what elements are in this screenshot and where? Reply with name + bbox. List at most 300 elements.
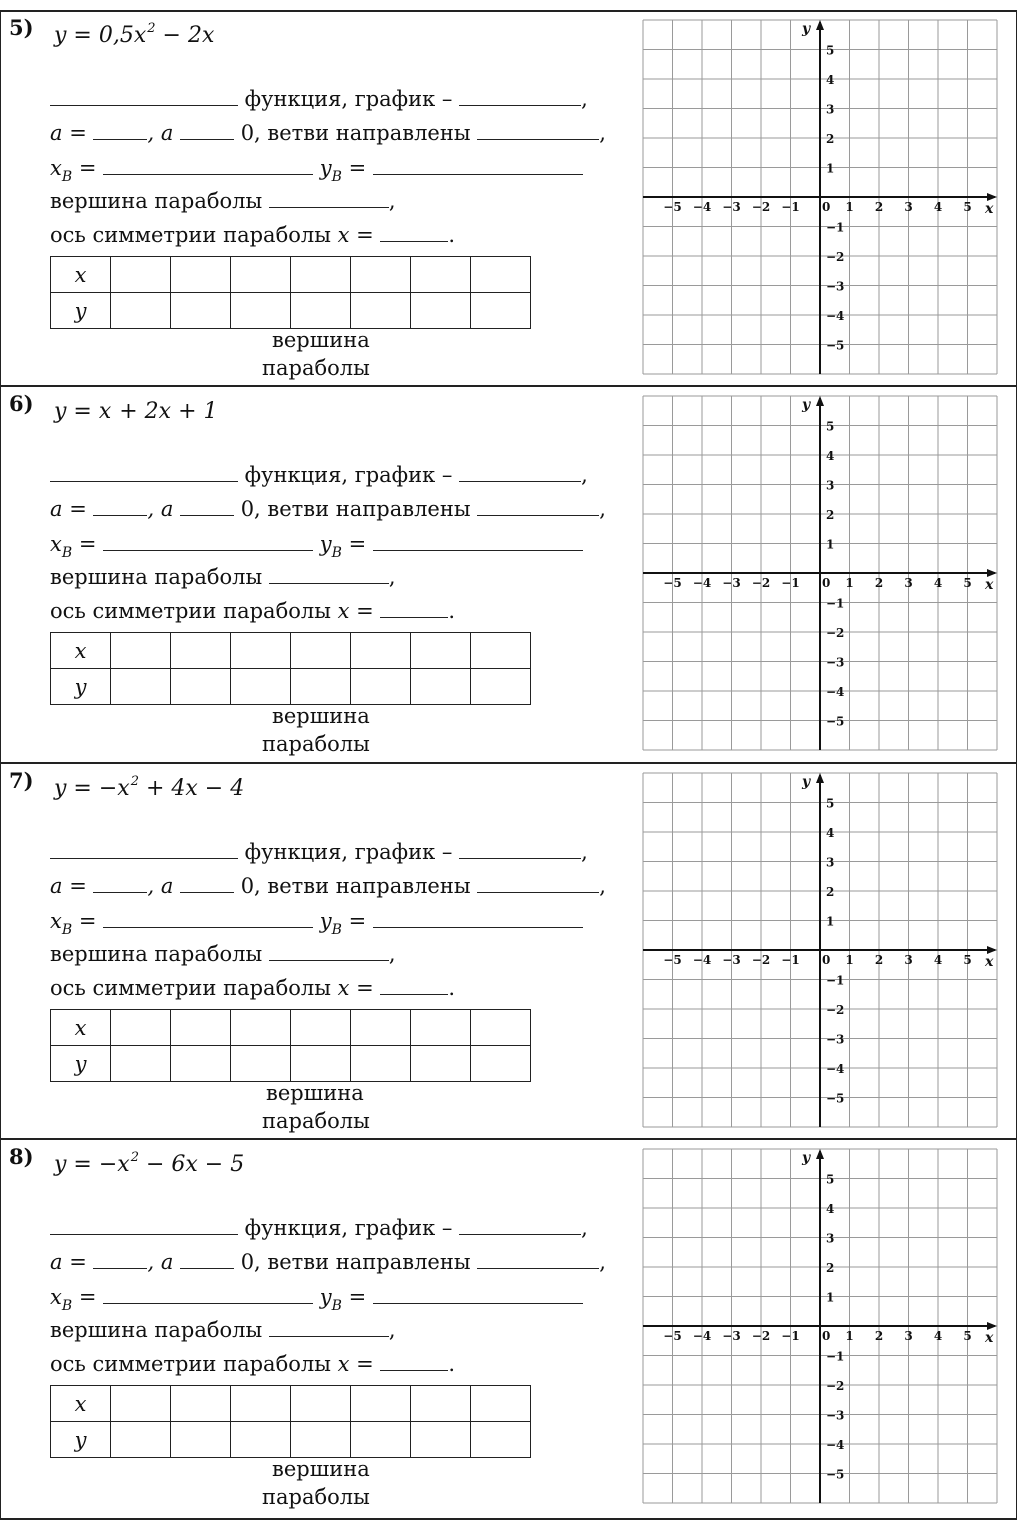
graph-type-blank[interactable] — [459, 87, 581, 106]
table-cell[interactable] — [231, 633, 291, 669]
x-tick-label: 3 — [904, 576, 913, 590]
table-cell[interactable] — [291, 257, 351, 293]
y-tick-label: 4 — [826, 73, 835, 87]
yb-equals: = — [341, 156, 373, 180]
symmetry-axis-blank[interactable] — [380, 223, 448, 242]
table-cell[interactable] — [171, 669, 231, 705]
line-comma: , — [599, 874, 606, 898]
table-cell[interactable] — [471, 633, 531, 669]
y-axis-arrow-icon — [816, 1149, 824, 1159]
y-tick-label: 4 — [826, 1202, 835, 1216]
xb-subscript: B — [61, 169, 73, 185]
line-period: . — [448, 976, 456, 1000]
symmetry-axis-label: ось симметрии параболы — [50, 976, 338, 1000]
x-tick-label: 5 — [963, 1329, 972, 1343]
symmetry-axis-blank[interactable] — [380, 599, 448, 618]
table-cell[interactable] — [111, 669, 171, 705]
table-cell[interactable] — [351, 1010, 411, 1046]
table-cell[interactable] — [291, 1422, 351, 1458]
problem-number: 7) — [9, 768, 34, 793]
y-tick-label: 3 — [826, 478, 835, 493]
yb-label: y — [319, 532, 332, 556]
vertex-caption-line2: параболы — [262, 1485, 370, 1509]
vertex-blank[interactable] — [269, 942, 389, 961]
symmetry-axis-label: ось симметрии параболы — [50, 1352, 338, 1376]
symmetry-axis-line — [50, 223, 455, 247]
formula-tail: − 2x — [155, 23, 215, 48]
vertex-caption-line2: параболы — [262, 356, 370, 380]
vertex-blank[interactable] — [269, 565, 389, 584]
line-comma: , — [599, 497, 606, 521]
xb-label: x — [50, 532, 62, 556]
y-tick-label: 2 — [826, 508, 835, 522]
y-axis-label: y — [802, 774, 811, 790]
table-cell[interactable] — [231, 293, 291, 329]
symmetry-axis-blank[interactable] — [380, 1352, 448, 1371]
table-cell[interactable] — [171, 633, 231, 669]
problem-number: 5) — [9, 15, 34, 40]
graph-type-blank[interactable] — [459, 1216, 581, 1235]
y-tick-label: −4 — [826, 1062, 845, 1076]
table-cell[interactable] — [231, 1386, 291, 1422]
y-tick-label: 5 — [826, 43, 835, 58]
a-compare-label: , a — [147, 121, 181, 145]
function-type-blank[interactable] — [50, 87, 238, 106]
x-tick-label: −2 — [751, 576, 771, 590]
x-tick-label: −4 — [692, 200, 712, 214]
yb-equals: = — [341, 1285, 373, 1309]
axis-x-label: x — [337, 223, 350, 247]
formula-tail: + 2x + 1 — [112, 399, 218, 424]
table-cell[interactable] — [111, 1386, 171, 1422]
function-type-line — [50, 87, 588, 111]
table-cell[interactable] — [351, 1046, 411, 1082]
x-tick-label: 1 — [845, 1329, 854, 1343]
a-value-blank[interactable] — [93, 874, 147, 893]
y-tick-label: −4 — [826, 309, 845, 323]
x-tick-label: 1 — [845, 576, 854, 590]
a-sign-blank[interactable] — [180, 121, 234, 140]
problem-number: 8) — [9, 1144, 34, 1169]
origin-label: 0 — [822, 576, 831, 590]
table-cell[interactable] — [291, 293, 351, 329]
formula-exponent: 2 — [147, 21, 156, 36]
x-axis-arrow-icon — [987, 1322, 997, 1330]
coordinate-grid[interactable] — [642, 19, 1000, 381]
branches-label: 0, ветви направлены — [234, 1250, 478, 1274]
x-tick-label: 4 — [933, 1329, 943, 1343]
origin-label: 0 — [822, 953, 831, 967]
table-cell[interactable] — [411, 1386, 471, 1422]
table-cell[interactable] — [111, 293, 171, 329]
values-table — [50, 256, 531, 329]
symmetry-axis-blank[interactable] — [380, 976, 448, 995]
table-cell[interactable] — [411, 293, 471, 329]
xb-equals: = — [72, 1285, 104, 1309]
table-cell[interactable] — [471, 669, 531, 705]
y-axis-arrow-icon — [816, 20, 824, 30]
y-axis-arrow-icon — [816, 396, 824, 406]
table-cell[interactable] — [471, 1046, 531, 1082]
symmetry-axis-label: ось симметрии параболы — [50, 223, 338, 247]
xb-value-blank[interactable] — [103, 156, 313, 175]
x-tick-label: 4 — [933, 953, 943, 967]
x-axis-arrow-icon — [987, 193, 997, 201]
yb-label: y — [319, 1285, 332, 1309]
y-tick-label: 2 — [826, 885, 835, 899]
yb-equals: = — [341, 532, 373, 556]
table-cell[interactable] — [351, 633, 411, 669]
axis-equals: = — [349, 223, 381, 247]
x-tick-label: 1 — [845, 953, 854, 967]
grid-svg[interactable] — [642, 772, 1000, 1130]
x-tick-label: −3 — [722, 200, 741, 214]
xb-value-blank[interactable] — [103, 532, 313, 551]
vertex-label: вершина параболы — [50, 942, 269, 966]
x-tick-label: 3 — [904, 200, 913, 214]
vertex-line — [50, 565, 396, 589]
a-sign-blank[interactable] — [180, 874, 234, 893]
a-compare-label: , a — [147, 497, 181, 521]
vertex-caption-line1: вершина — [272, 704, 370, 728]
vertex-caption-line2: параболы — [262, 732, 370, 756]
table-cell[interactable] — [411, 1046, 471, 1082]
y-tick-label: 5 — [826, 419, 835, 434]
table-cell[interactable] — [231, 1422, 291, 1458]
x-tick-label: 4 — [933, 576, 943, 590]
table-cell[interactable] — [171, 1422, 231, 1458]
problem-block — [0, 764, 1017, 1140]
x-axis-label: x — [985, 577, 994, 593]
values-table — [50, 1385, 531, 1458]
x-axis-arrow-icon — [987, 946, 997, 954]
line-comma: , — [599, 1250, 606, 1274]
x-axis-label: x — [985, 954, 994, 970]
branches-direction-blank[interactable] — [477, 121, 599, 140]
x-tick-label: −3 — [722, 1329, 741, 1343]
table-cell[interactable] — [471, 1386, 531, 1422]
origin-label: 0 — [822, 1329, 831, 1343]
x-tick-label: 2 — [874, 1329, 884, 1343]
x-tick-label: −4 — [692, 953, 712, 967]
table-cell[interactable] — [231, 1046, 291, 1082]
y-tick-label: 1 — [826, 161, 835, 176]
y-tick-label: −4 — [826, 1438, 845, 1452]
symmetry-axis-label: ось симметрии параболы — [50, 599, 338, 623]
x-tick-label: −5 — [663, 200, 682, 214]
table-row-header: x — [51, 1386, 111, 1422]
xb-label: x — [50, 156, 62, 180]
table-cell[interactable] — [231, 1010, 291, 1046]
table-cell[interactable] — [231, 669, 291, 705]
graph-type-blank[interactable] — [459, 840, 581, 859]
a-label: a = — [50, 121, 94, 145]
table-cell[interactable] — [291, 1386, 351, 1422]
table-cell[interactable] — [111, 1422, 171, 1458]
y-tick-label: −2 — [826, 1379, 845, 1393]
table-cell[interactable] — [411, 633, 471, 669]
y-tick-label: 2 — [826, 132, 835, 146]
table-cell[interactable] — [351, 293, 411, 329]
line-period: . — [448, 599, 456, 623]
formula-lead: y = 0,5x — [54, 23, 147, 48]
y-axis-label: y — [802, 21, 811, 37]
vertex-line — [50, 189, 396, 213]
a-label: a = — [50, 1250, 94, 1274]
y-tick-label: −5 — [826, 338, 845, 353]
xb-equals: = — [72, 532, 104, 556]
table-cell[interactable] — [471, 257, 531, 293]
table-row — [51, 1010, 531, 1046]
yb-value-blank[interactable] — [373, 532, 583, 551]
table-cell[interactable] — [351, 1422, 411, 1458]
a-compare-label: , a — [147, 1250, 181, 1274]
table-row-header: y — [51, 293, 111, 329]
vertex-caption-line1: вершина — [272, 1457, 370, 1481]
table-cell[interactable] — [291, 1010, 351, 1046]
table-cell[interactable] — [471, 1010, 531, 1046]
y-tick-label: 4 — [826, 826, 835, 840]
table-row-header: y — [51, 1046, 111, 1082]
function-type-line — [50, 840, 588, 864]
x-tick-label: 5 — [963, 953, 972, 967]
a-value-blank[interactable] — [93, 497, 147, 516]
x-tick-label: 3 — [904, 1329, 913, 1343]
x-tick-label: 4 — [933, 200, 943, 214]
axis-equals: = — [349, 1352, 381, 1376]
x-tick-label: 5 — [963, 576, 972, 590]
function-type-label: функция, график – — [238, 463, 460, 487]
y-tick-label: −5 — [826, 1467, 845, 1482]
table-cell[interactable] — [231, 257, 291, 293]
table-cell[interactable] — [171, 257, 231, 293]
x-tick-label: −1 — [781, 953, 800, 967]
x-tick-label: −4 — [692, 1329, 712, 1343]
branches-direction-blank[interactable] — [477, 1250, 599, 1269]
yb-value-blank[interactable] — [373, 1285, 583, 1304]
y-tick-label: −2 — [826, 250, 845, 264]
y-tick-label: 3 — [826, 855, 835, 870]
y-tick-label: −3 — [826, 1032, 845, 1047]
branches-direction-blank[interactable] — [477, 874, 599, 893]
x-tick-label: −3 — [722, 953, 741, 967]
graph-type-blank[interactable] — [459, 463, 581, 482]
table-row — [51, 1386, 531, 1422]
table-row — [51, 669, 531, 705]
y-axis-label: y — [802, 397, 811, 413]
problem-block — [0, 1140, 1017, 1520]
yb-value-blank[interactable] — [373, 909, 583, 928]
line-comma: , — [388, 189, 396, 213]
y-tick-label: 1 — [826, 914, 835, 929]
table-cell[interactable] — [351, 257, 411, 293]
xb-value-blank[interactable] — [103, 1285, 313, 1304]
symmetry-axis-line — [50, 1352, 455, 1376]
y-tick-label: 3 — [826, 1231, 835, 1246]
line-period: . — [448, 223, 456, 247]
grid-svg[interactable] — [642, 1148, 1000, 1506]
x-tick-label: 3 — [904, 953, 913, 967]
vertex-caption-line1: вершина — [272, 328, 370, 352]
function-type-label: функция, график – — [238, 87, 460, 111]
y-tick-label: −2 — [826, 626, 845, 640]
xb-equals: = — [72, 156, 104, 180]
x-tick-label: −4 — [692, 576, 712, 590]
a-compare-label: , a — [147, 874, 181, 898]
line-comma: , — [581, 1216, 588, 1240]
table-cell[interactable] — [411, 257, 471, 293]
vertex-blank[interactable] — [269, 189, 389, 208]
y-tick-label: 1 — [826, 537, 835, 552]
function-type-label: функция, график – — [238, 1216, 460, 1240]
formula-lead: y = −x — [54, 776, 130, 801]
table-cell[interactable] — [111, 1046, 171, 1082]
xb-equals: = — [72, 909, 104, 933]
yb-subscript: B — [331, 922, 342, 938]
x-tick-label: 2 — [874, 576, 884, 590]
a-value-blank[interactable] — [93, 1250, 147, 1269]
yb-value-blank[interactable] — [373, 156, 583, 175]
branches-direction-blank[interactable] — [477, 497, 599, 516]
table-cell[interactable] — [411, 669, 471, 705]
function-type-blank[interactable] — [50, 1216, 238, 1235]
vertex-line — [50, 942, 396, 966]
table-row — [51, 1046, 531, 1082]
y-tick-label: 5 — [826, 1172, 835, 1187]
x-tick-label: 2 — [874, 200, 884, 214]
problem-block — [0, 11, 1017, 387]
line-comma: , — [581, 87, 588, 111]
a-value-blank[interactable] — [93, 121, 147, 140]
table-cell[interactable] — [471, 293, 531, 329]
table-cell[interactable] — [291, 1046, 351, 1082]
x-tick-label: −5 — [663, 576, 682, 590]
x-tick-label: −5 — [663, 1329, 682, 1343]
x-axis-label: x — [985, 201, 994, 217]
table-cell[interactable] — [171, 1386, 231, 1422]
y-tick-label: −3 — [826, 655, 845, 670]
line-comma: , — [388, 1318, 396, 1342]
coefficient-line — [50, 497, 606, 521]
formula-exponent: 2 — [130, 1150, 139, 1165]
table-cell[interactable] — [411, 1010, 471, 1046]
xb-value-blank[interactable] — [103, 909, 313, 928]
y-tick-label: −1 — [826, 973, 845, 988]
branches-label: 0, ветви направлены — [234, 874, 478, 898]
y-tick-label: 5 — [826, 796, 835, 811]
grid-svg[interactable] — [642, 395, 1000, 753]
vertex-coords-line — [50, 909, 583, 938]
function-formula — [54, 1150, 244, 1177]
table-row-header: x — [51, 257, 111, 293]
x-tick-label: −1 — [781, 1329, 800, 1343]
formula-exponent: 2 — [130, 774, 139, 789]
y-tick-label: −5 — [826, 1091, 845, 1106]
origin-label: 0 — [822, 200, 831, 214]
x-axis-label: x — [985, 1330, 994, 1346]
vertex-label: вершина параболы — [50, 565, 269, 589]
table-cell[interactable] — [171, 293, 231, 329]
table-cell[interactable] — [111, 633, 171, 669]
x-tick-label: 1 — [845, 200, 854, 214]
function-type-blank[interactable] — [50, 463, 238, 482]
y-axis-arrow-icon — [816, 773, 824, 783]
vertex-label: вершина параболы — [50, 1318, 269, 1342]
line-comma: , — [581, 463, 588, 487]
vertex-line — [50, 1318, 396, 1342]
a-label: a = — [50, 497, 94, 521]
xb-subscript: B — [61, 1298, 73, 1314]
grid-svg[interactable] — [642, 19, 1000, 377]
x-tick-label: −2 — [751, 200, 771, 214]
y-tick-label: −3 — [826, 279, 845, 294]
a-sign-blank[interactable] — [180, 497, 234, 516]
function-type-blank[interactable] — [50, 840, 238, 859]
y-tick-label: −1 — [826, 1349, 845, 1364]
line-period: . — [448, 1352, 456, 1376]
y-axis-label: y — [802, 1150, 811, 1166]
y-tick-label: −2 — [826, 1003, 845, 1017]
branches-label: 0, ветви направлены — [234, 497, 478, 521]
table-row-header: x — [51, 633, 111, 669]
table-cell[interactable] — [471, 1422, 531, 1458]
coordinate-grid[interactable] — [642, 772, 1000, 1134]
a-sign-blank[interactable] — [180, 1250, 234, 1269]
vertex-caption-line2: параболы — [262, 1109, 370, 1133]
function-type-line — [50, 1216, 588, 1240]
table-cell[interactable] — [171, 1010, 231, 1046]
y-tick-label: −1 — [826, 220, 845, 235]
function-type-label: функция, график – — [238, 840, 460, 864]
yb-label: y — [319, 909, 332, 933]
formula-tail: − 6x − 5 — [138, 1152, 245, 1177]
y-tick-label: −3 — [826, 1408, 845, 1423]
line-comma: , — [581, 840, 588, 864]
table-cell[interactable] — [111, 257, 171, 293]
table-cell[interactable] — [351, 669, 411, 705]
y-tick-label: −4 — [826, 685, 845, 699]
table-cell[interactable] — [171, 1046, 231, 1082]
vertex-blank[interactable] — [269, 1318, 389, 1337]
formula-lead: y = x — [54, 399, 112, 424]
table-row-header: x — [51, 1010, 111, 1046]
table-row-header: y — [51, 1422, 111, 1458]
coefficient-line — [50, 874, 606, 898]
coordinate-grid[interactable] — [642, 395, 1000, 757]
y-tick-label: 3 — [826, 102, 835, 117]
function-type-line — [50, 463, 588, 487]
x-tick-label: −1 — [781, 200, 800, 214]
x-tick-label: 5 — [963, 200, 972, 214]
table-cell[interactable] — [291, 669, 351, 705]
table-cell[interactable] — [411, 1422, 471, 1458]
vertex-caption-line1: вершина — [266, 1081, 364, 1105]
x-tick-label: −3 — [722, 576, 741, 590]
xb-subscript: B — [61, 545, 73, 561]
y-tick-label: 2 — [826, 1261, 835, 1275]
x-axis-arrow-icon — [987, 569, 997, 577]
coefficient-line — [50, 121, 606, 145]
table-cell[interactable] — [111, 1010, 171, 1046]
table-cell[interactable] — [291, 633, 351, 669]
function-formula — [54, 774, 244, 801]
symmetry-axis-line — [50, 599, 455, 623]
values-table — [50, 632, 531, 705]
table-cell[interactable] — [351, 1386, 411, 1422]
coordinate-grid[interactable] — [642, 1148, 1000, 1510]
table-row — [51, 257, 531, 293]
axis-equals: = — [349, 599, 381, 623]
